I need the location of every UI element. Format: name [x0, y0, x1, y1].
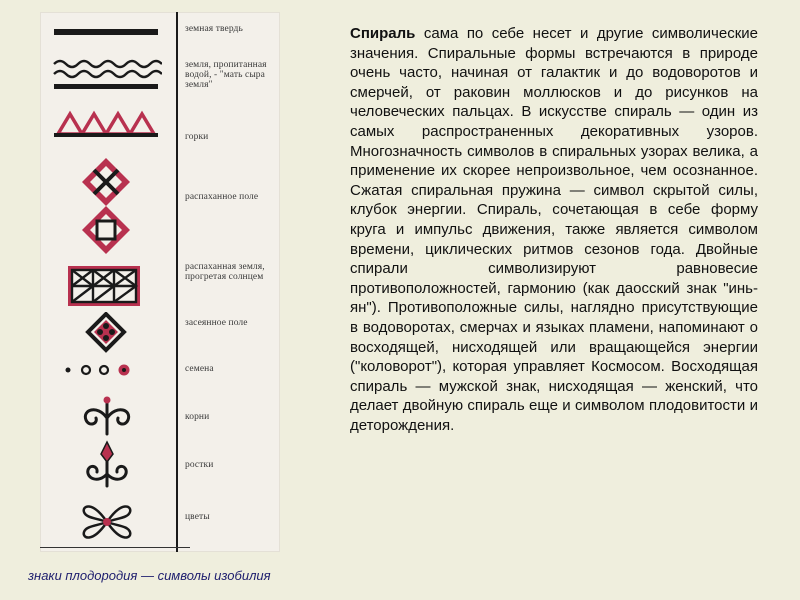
hatched-grid-icon: [52, 264, 162, 310]
article-lead: Спираль: [350, 25, 416, 42]
flower-icon: [52, 496, 162, 548]
column-divider: [176, 12, 178, 552]
label-damp-earth: земля, пропитанная водой, - "мать сыра земля": [185, 60, 267, 90]
label-sown-field: засеянное поле: [185, 318, 248, 328]
straight-line-icon: [52, 26, 162, 38]
label-seeds: семена: [185, 364, 214, 374]
framed-rhombus-icon: [52, 204, 162, 256]
seeds-icon: [52, 360, 162, 380]
label-flowers: цветы: [185, 512, 210, 522]
label-hills: горки: [185, 132, 209, 142]
label-sunwarmed-earth: распаханная земля, прогретая солнцем: [185, 262, 265, 282]
wavy-lines-icon: [52, 58, 162, 92]
image-caption: знаки плодородия — символы изобилия: [28, 568, 271, 583]
fertility-symbols-scan: [40, 12, 280, 552]
crossed-rhombus-icon: [52, 156, 162, 208]
sprout-icon: [52, 440, 162, 488]
article-body: сама по себе несет и другие символические значения. Спиральные формы встречаются в природе очень часто, начиная от галактик и до водоворотов и смерчей, от раковин моллюсков и до рисунков на человеческих пальцах. В искусстве спираль — один из самых распространенных декоративных узоров. Многозначность символов в спиральных узорах велика, а применение их скорее непроизвольное, чем осознанное. Сжатая спиральная пружина — символ скрытой силы, клубок энергии. Спираль, сочетающая в себе форму круга и импульс движения, также является символом времени, циклических ритмов сезонов года. Двойные спирали символизируют равновесие противоположностей, гармонию (как даосский знак "инь-ян"). Противоположные силы, наглядно присутствующие в водоворотах, смерчах и языках пламени, напоминают о восходящей, нисходящей или вращающейся энергии ("коловорот"), которая управляет Космосом. Восходящая спираль — мужской знак, нисходящая — женский, что делает двойную спираль еще и символом плодовитости и деторождения.: [350, 25, 758, 434]
triangles-icon: [52, 108, 162, 138]
roots-icon: [52, 394, 162, 438]
label-ploughed-field: распаханное поле: [185, 192, 259, 202]
label-roots: корни: [185, 412, 210, 422]
label-earth-firmament: земная твердь: [185, 24, 243, 34]
article-text: [350, 24, 758, 435]
four-dot-rhombus-icon: [52, 312, 162, 356]
label-sprouts: ростки: [185, 460, 214, 470]
